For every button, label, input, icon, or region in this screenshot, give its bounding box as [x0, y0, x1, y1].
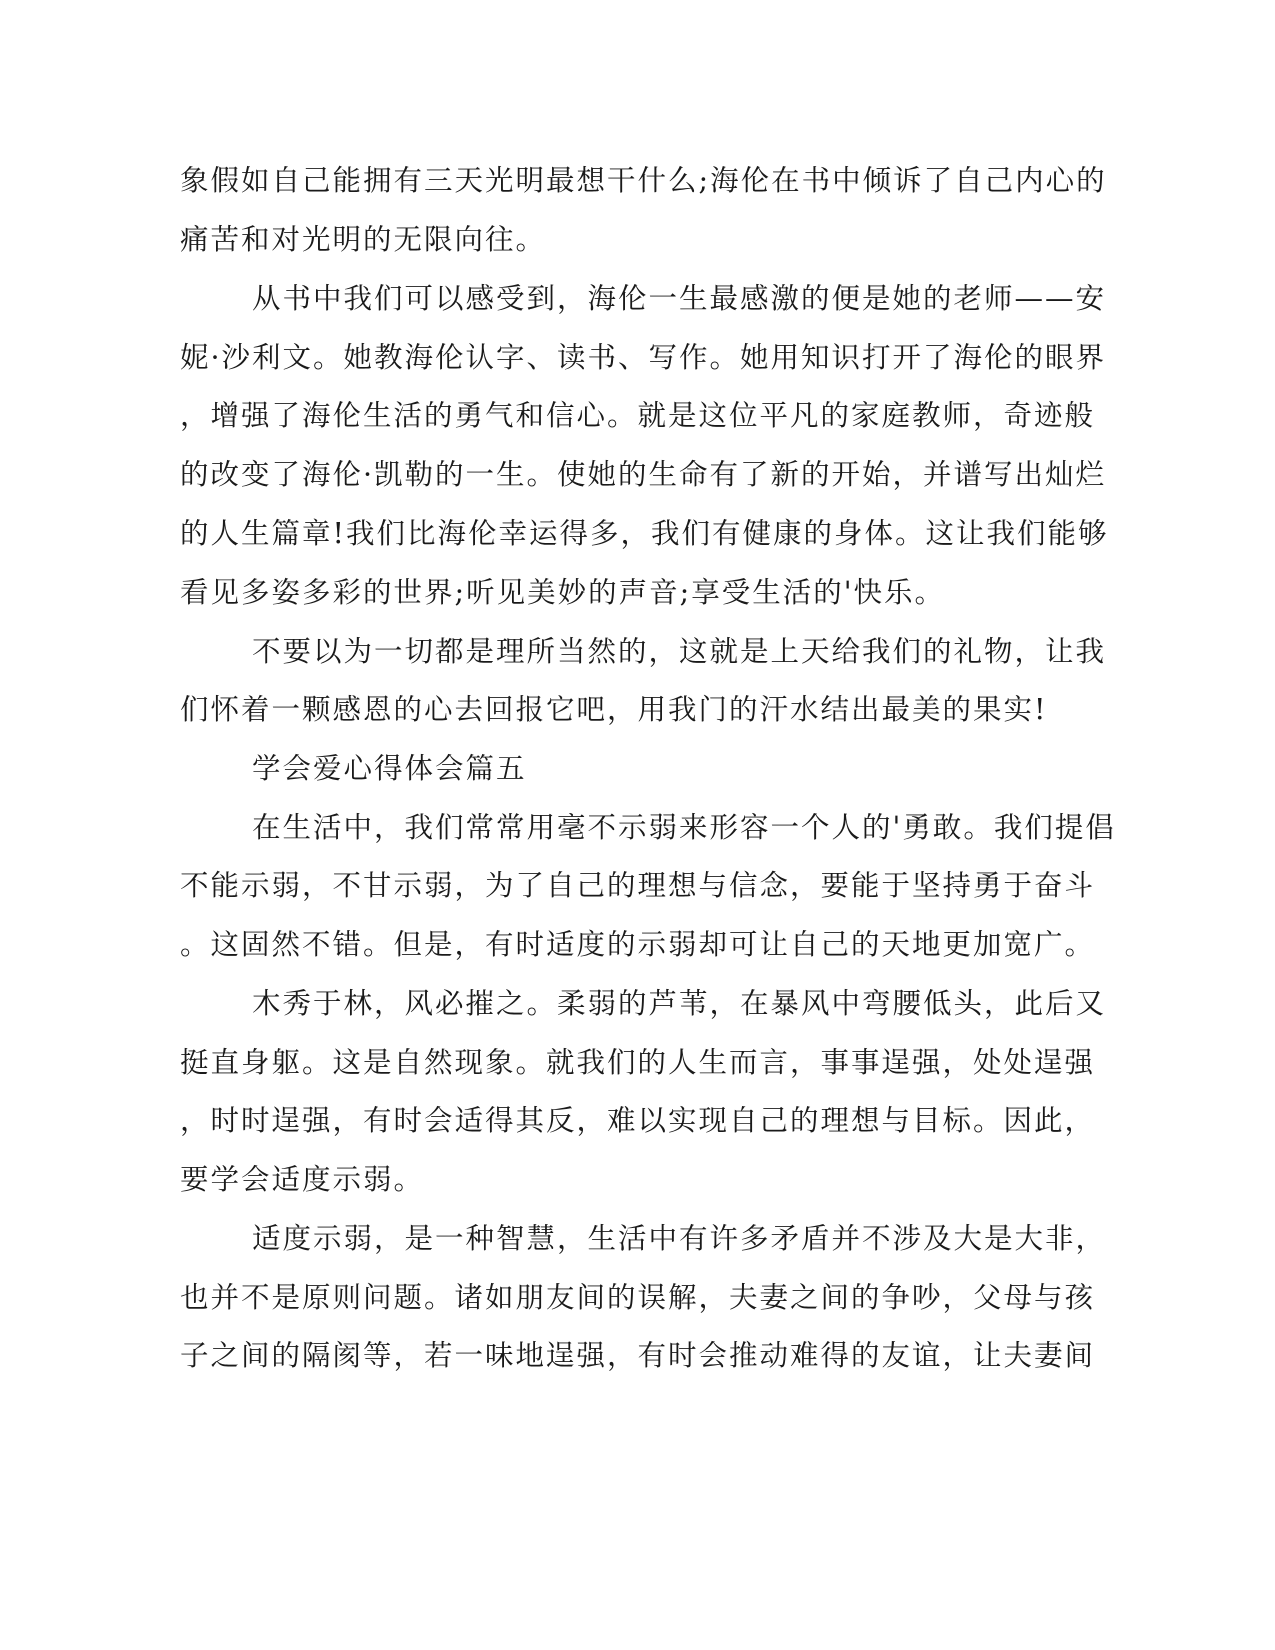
text-line: 象假如自己能拥有三天光明最想干什么;海伦在书中倾诉了自己内心的	[180, 164, 1107, 197]
paragraph-start-line: 不要以为一切都是理所当然的，这就是上天给我们的礼物，让我	[252, 635, 1107, 668]
text-line: 也并不是原则问题。诸如朋友间的误解，夫妻之间的争吵，父母与孩	[180, 1281, 1096, 1314]
paragraph-start-line: 从书中我们可以感受到，海伦一生最感激的便是她的老师——安	[252, 282, 1107, 315]
paragraph-start-line: 适度示弱，是一种智慧，生活中有许多矛盾并不涉及大是大非，	[252, 1222, 1107, 1255]
text-line: 要学会适度示弱。	[180, 1163, 425, 1196]
text-line: 子之间的隔阂等，若一味地逞强，有时会推动难得的友谊，让夫妻间	[180, 1339, 1096, 1372]
text-line: 痛苦和对光明的无限向往。	[180, 223, 547, 256]
text-line: 的改变了海伦·凯勒的一生。使她的生命有了新的开始，并谱写出灿烂	[180, 458, 1107, 491]
text-line: 。这固然不错。但是，有时适度的示弱却可让自己的天地更加宽广。	[180, 928, 1096, 961]
text-line: 不能示弱，不甘示弱，为了自己的理想与信念，要能于坚持勇于奋斗	[180, 869, 1096, 902]
paragraph-start-line: 木秀于林，风必摧之。柔弱的芦苇，在暴风中弯腰低头，此后又	[252, 987, 1107, 1020]
text-line: ，增强了海伦生活的勇气和信心。就是这位平凡的家庭教师，奇迹般	[180, 399, 1096, 432]
section-heading: 学会爱心得体会篇五	[252, 752, 527, 785]
paragraph-start-line: 在生活中，我们常常用毫不示弱来形容一个人的'勇敢。我们提倡	[252, 811, 1116, 844]
text-line: 们怀着一颗感恩的心去回报它吧，用我门的汗水结出最美的果实!	[180, 693, 1048, 726]
text-line: 的人生篇章!我们比海伦幸运得多，我们有健康的身体。这让我们能够	[180, 517, 1109, 550]
text-line: 妮·沙利文。她教海伦认字、读书、写作。她用知识打开了海伦的眼界	[180, 341, 1107, 374]
text-line: 挺直身躯。这是自然现象。就我们的人生而言，事事逞强，处处逞强	[180, 1046, 1096, 1079]
text-line: 看见多姿多彩的世界;听见美妙的声音;享受生活的'快乐。	[180, 576, 946, 609]
text-line: ，时时逞强，有时会适得其反，难以实现自己的理想与目标。因此，	[180, 1104, 1096, 1137]
